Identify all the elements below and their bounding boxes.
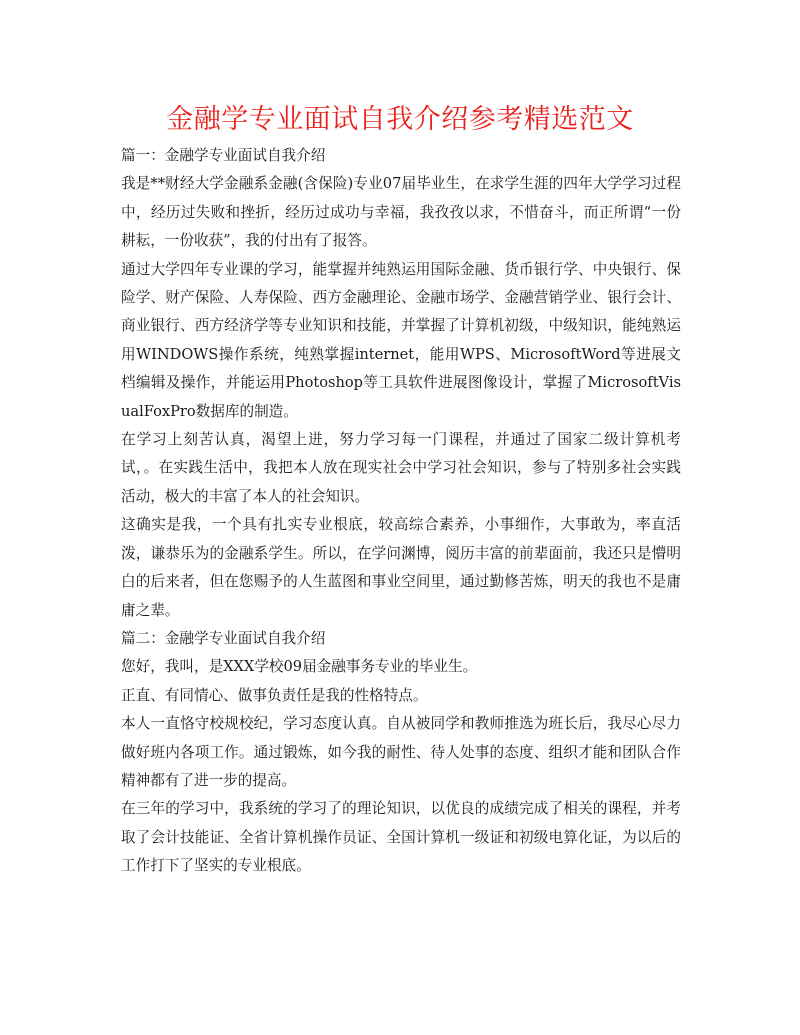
paragraph: 在三年的学习中，我系统的学习了的理论知识，以优良的成绩完成了相关的课程，并考取了会计技能证、全省计算机操作员证、全国计算机一级证和初级电算化证，为以后的工作打下了坚实的专业根底。 [121,800,681,875]
document-body [121,142,681,881]
paragraph: 您好，我叫，是XXX学校09届金融事务专业的毕业生。 [121,658,478,676]
section-heading-1: 篇一：金融学专业面试自我介绍 [121,147,326,164]
paragraph: 正直、有同情心、做事负责任是我的性格特点。 [121,686,428,704]
page-title: 金融学专业面试自我介绍参考精选范文 [166,104,634,135]
paragraph: 在学习上刻苦认真，渴望上进，努力学习每一门课程，并通过了国家二级计算机考试，。在实践生活中，我把本人放在现实社会中学习社会知识，参与了特别多社会实践活动，极大的丰富了本人的社会知识。 [121,431,681,505]
paragraph: 通过大学四年专业课的学习，能掌握并纯熟运用国际金融、货币银行学、中央银行、保险学、财产保险、人寿保险、西方金融理论、金融市场学、金融营销学业、银行会计、商业银行、西方经济学等专业知识和技能，并掌握了计算机初级，中级知识，能纯熟运用WINDOWS操作系统，纯熟掌握internet，能用WPS、MicrosoftWord等进展文档编辑及操作，并能运用Photoshop等工具软件进展图像设计，掌握了MicrosoftVisualFoxPro数据库的制造。 [121,260,681,420]
paragraph: 这确实是我，一个具有扎实专业根底，较高综合素养，小事细作，大事敢为，率直活泼，谦恭乐为的金融系学生。所以，在学问渊博，阅历丰富的前辈面前，我还只是懵明白的后来者，但在您赐予的人生蓝图和事业空间里，通过勤修苦炼，明天的我也不是庸庸之辈。 [121,516,681,619]
paragraph: 我是**财经大学金融系金融(含保险)专业07届毕业生，在求学生涯的四年大学学习过程中，经历过失败和挫折，经历过成功与幸福，我孜孜以求，不惜奋斗，而正所谓“一份耕耘，一份收获”，我的付出有了报答。 [121,175,681,250]
section-heading-2: 篇二：金融学专业面试自我介绍 [121,629,326,647]
paragraph: 本人一直恪守校规校纪，学习态度认真。自从被同学和教师推选为班长后，我尽心尽力做好班内各项工作。通过锻炼，如今我的耐性、待人处事的态度、组织才能和团队合作精神都有了进一步的提高。 [121,715,681,789]
